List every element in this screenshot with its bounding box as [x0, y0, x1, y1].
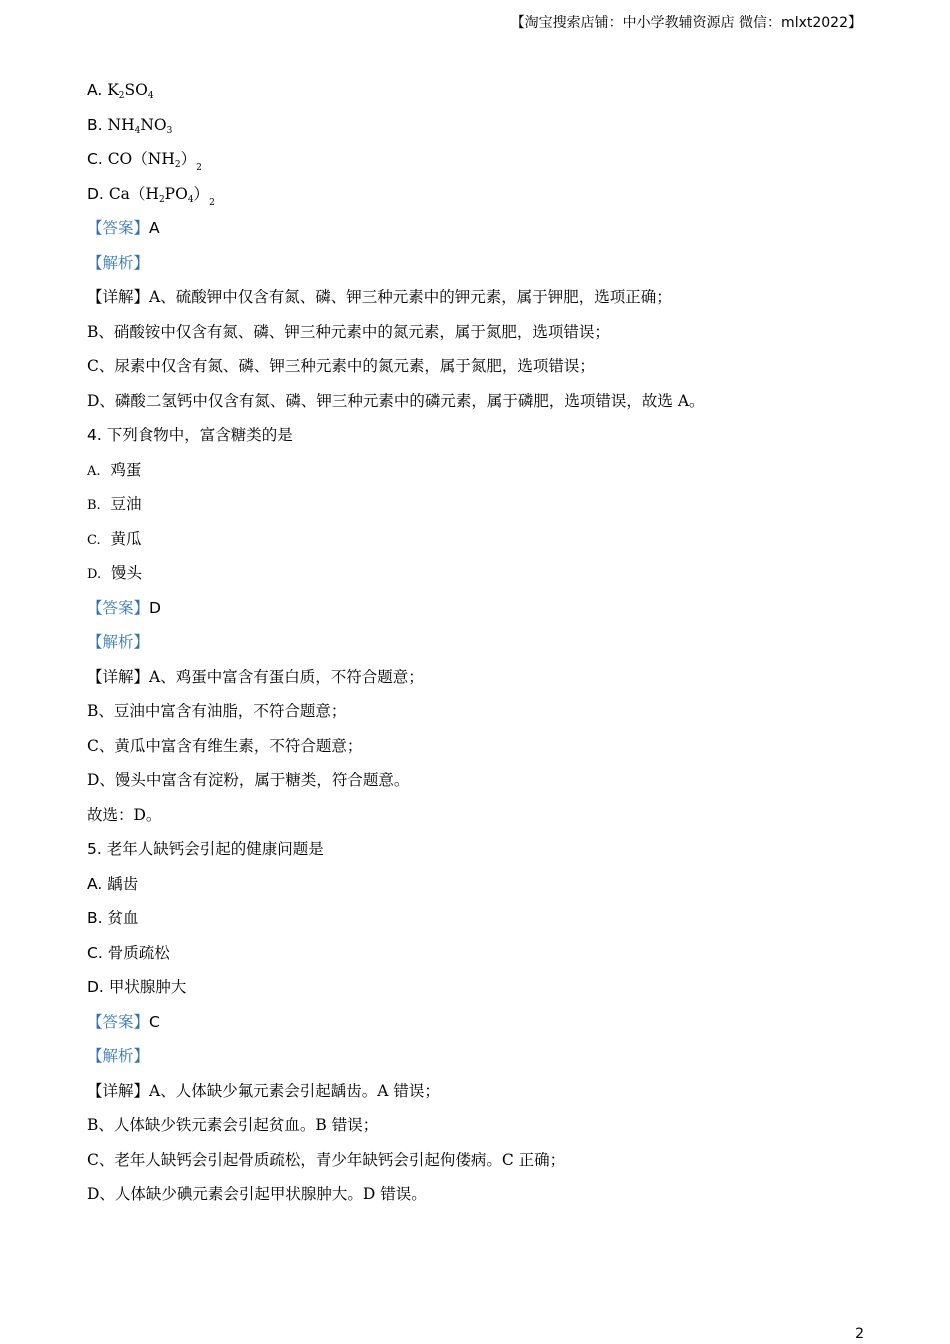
- option-text: 甲状腺肿大: [108, 978, 187, 996]
- question-text: 下列食物中，富含糖类的是: [106, 426, 293, 444]
- q3-option-b: [87, 113, 867, 148]
- formula-k2so4: $K_2SO_4$: [107, 81, 154, 101]
- q5-detail-b: B、人体缺少铁元素会引起贫血。B 错误；: [87, 1116, 379, 1134]
- q5-detail-d: D、人体缺少碘元素会引起甲状腺肿大。D 错误。: [87, 1185, 427, 1203]
- analysis-tag: 【解析】: [87, 633, 150, 651]
- q4-conclusion: 故选：D。: [87, 805, 162, 824]
- analysis-tag: 【解析】: [87, 1047, 150, 1065]
- q4-detail-a: [87, 665, 867, 700]
- option-label: B.: [87, 498, 101, 513]
- q4-detail-d: D、馒头中富含有淀粉，属于糖类，符合题意。: [87, 771, 410, 789]
- option-text: 黄瓜: [110, 529, 142, 548]
- formula-nh4no3: $NH_4NO_3$: [107, 115, 173, 136]
- q5-option-b: [87, 906, 867, 941]
- answer-value: C: [149, 1012, 160, 1031]
- answer-tag: 【答案】: [87, 598, 150, 617]
- page-number: 2: [855, 1326, 864, 1342]
- option-text: 馒头: [110, 564, 142, 582]
- answer-value: A: [149, 219, 160, 237]
- q5-analysis-heading: [87, 1044, 867, 1079]
- option-text: 骨质疏松: [107, 943, 170, 962]
- answer-tag: 【答案】: [87, 1012, 150, 1031]
- option-label: C.: [87, 150, 103, 168]
- detail-tag: 【详解】: [87, 1081, 150, 1100]
- question-number: 4.: [87, 426, 102, 444]
- q4-option-a: [87, 458, 867, 493]
- option-text: 贫血: [107, 909, 139, 927]
- q3-detail-a: [87, 285, 867, 320]
- q3-option-d: [87, 182, 867, 217]
- option-text: 龋齿: [107, 874, 139, 893]
- q5-option-a: [87, 872, 867, 907]
- q4-analysis-heading: [87, 630, 867, 665]
- detail-tag: 【详解】: [87, 288, 150, 306]
- q5-stem: [87, 837, 867, 872]
- q3-analysis-heading: [87, 251, 867, 286]
- option-label: A.: [87, 874, 103, 893]
- q5-option-c: [87, 941, 867, 976]
- option-label: B.: [87, 115, 103, 134]
- option-label: C.: [87, 943, 103, 962]
- option-text: 鸡蛋: [110, 460, 142, 479]
- q4-option-c: [87, 527, 867, 562]
- q5-detail-c: C、老年人缺钙会引起骨质疏松，青少年缺钙会引起佝偻病。C 正确；: [87, 1150, 566, 1169]
- document-body: [87, 78, 867, 1217]
- option-label: D.: [87, 567, 102, 582]
- q3-option-a: [87, 78, 867, 113]
- option-label: C.: [87, 532, 101, 548]
- header-note: 【淘宝搜索店铺：中小学教辅资源店 微信：mlxt2022】: [510, 15, 862, 31]
- answer-tag: 【答案】: [87, 219, 150, 237]
- detail-tag: 【详解】: [87, 667, 150, 686]
- q3-detail-d: D、磷酸二氢钙中仅含有氮、磷、钾三种元素中的磷元素，属于磷肥，选项错误，故选 A。: [87, 391, 705, 410]
- q4-stem: [87, 423, 867, 458]
- option-label: A.: [87, 81, 103, 99]
- q3-detail-b: B、硝酸铵中仅含有氮、磷、钾三种元素中的氮元素，属于氮肥，选项错误；: [87, 322, 610, 341]
- detail-text: A、人体缺少氟元素会引起龋齿。A 错误；: [149, 1081, 440, 1100]
- q5-detail-a: [87, 1079, 867, 1114]
- q5-option-d: [87, 975, 867, 1010]
- q4-detail-c: C、黄瓜中富含有维生素，不符合题意；: [87, 736, 363, 755]
- option-label: B.: [87, 909, 103, 927]
- detail-text: A、硫酸钾中仅含有氮、磷、钾三种元素中的钾元素，属于钾肥，选项正确；: [149, 288, 672, 306]
- question-text: 老年人缺钙会引起的健康问题是: [106, 840, 324, 858]
- q4-option-b: [87, 492, 867, 527]
- formula-calcium-phosphate: $Ca(H_2PO_4)_2$: [108, 184, 215, 208]
- detail-text: A、鸡蛋中富含有蛋白质，不符合题意；: [149, 667, 424, 686]
- q3-option-c: [87, 147, 867, 182]
- q4-detail-b: B、豆油中富含有油脂，不符合题意；: [87, 702, 347, 720]
- q5-answer: [87, 1010, 867, 1045]
- option-label: D.: [87, 184, 104, 203]
- q3-answer: [87, 216, 867, 251]
- option-label: D.: [87, 978, 104, 996]
- option-label: A.: [87, 463, 101, 479]
- q4-answer: [87, 596, 867, 631]
- q3-detail-c: C、尿素中仅含有氮、磷、钾三种元素中的氮元素，属于氮肥，选项错误；: [87, 357, 595, 375]
- analysis-tag: 【解析】: [87, 253, 150, 272]
- formula-urea: $CO(NH_2)_2$: [107, 150, 202, 173]
- q4-option-d: [87, 561, 867, 596]
- answer-value: D: [149, 598, 161, 617]
- option-text: 豆油: [110, 495, 142, 513]
- question-number: 5.: [87, 840, 102, 858]
